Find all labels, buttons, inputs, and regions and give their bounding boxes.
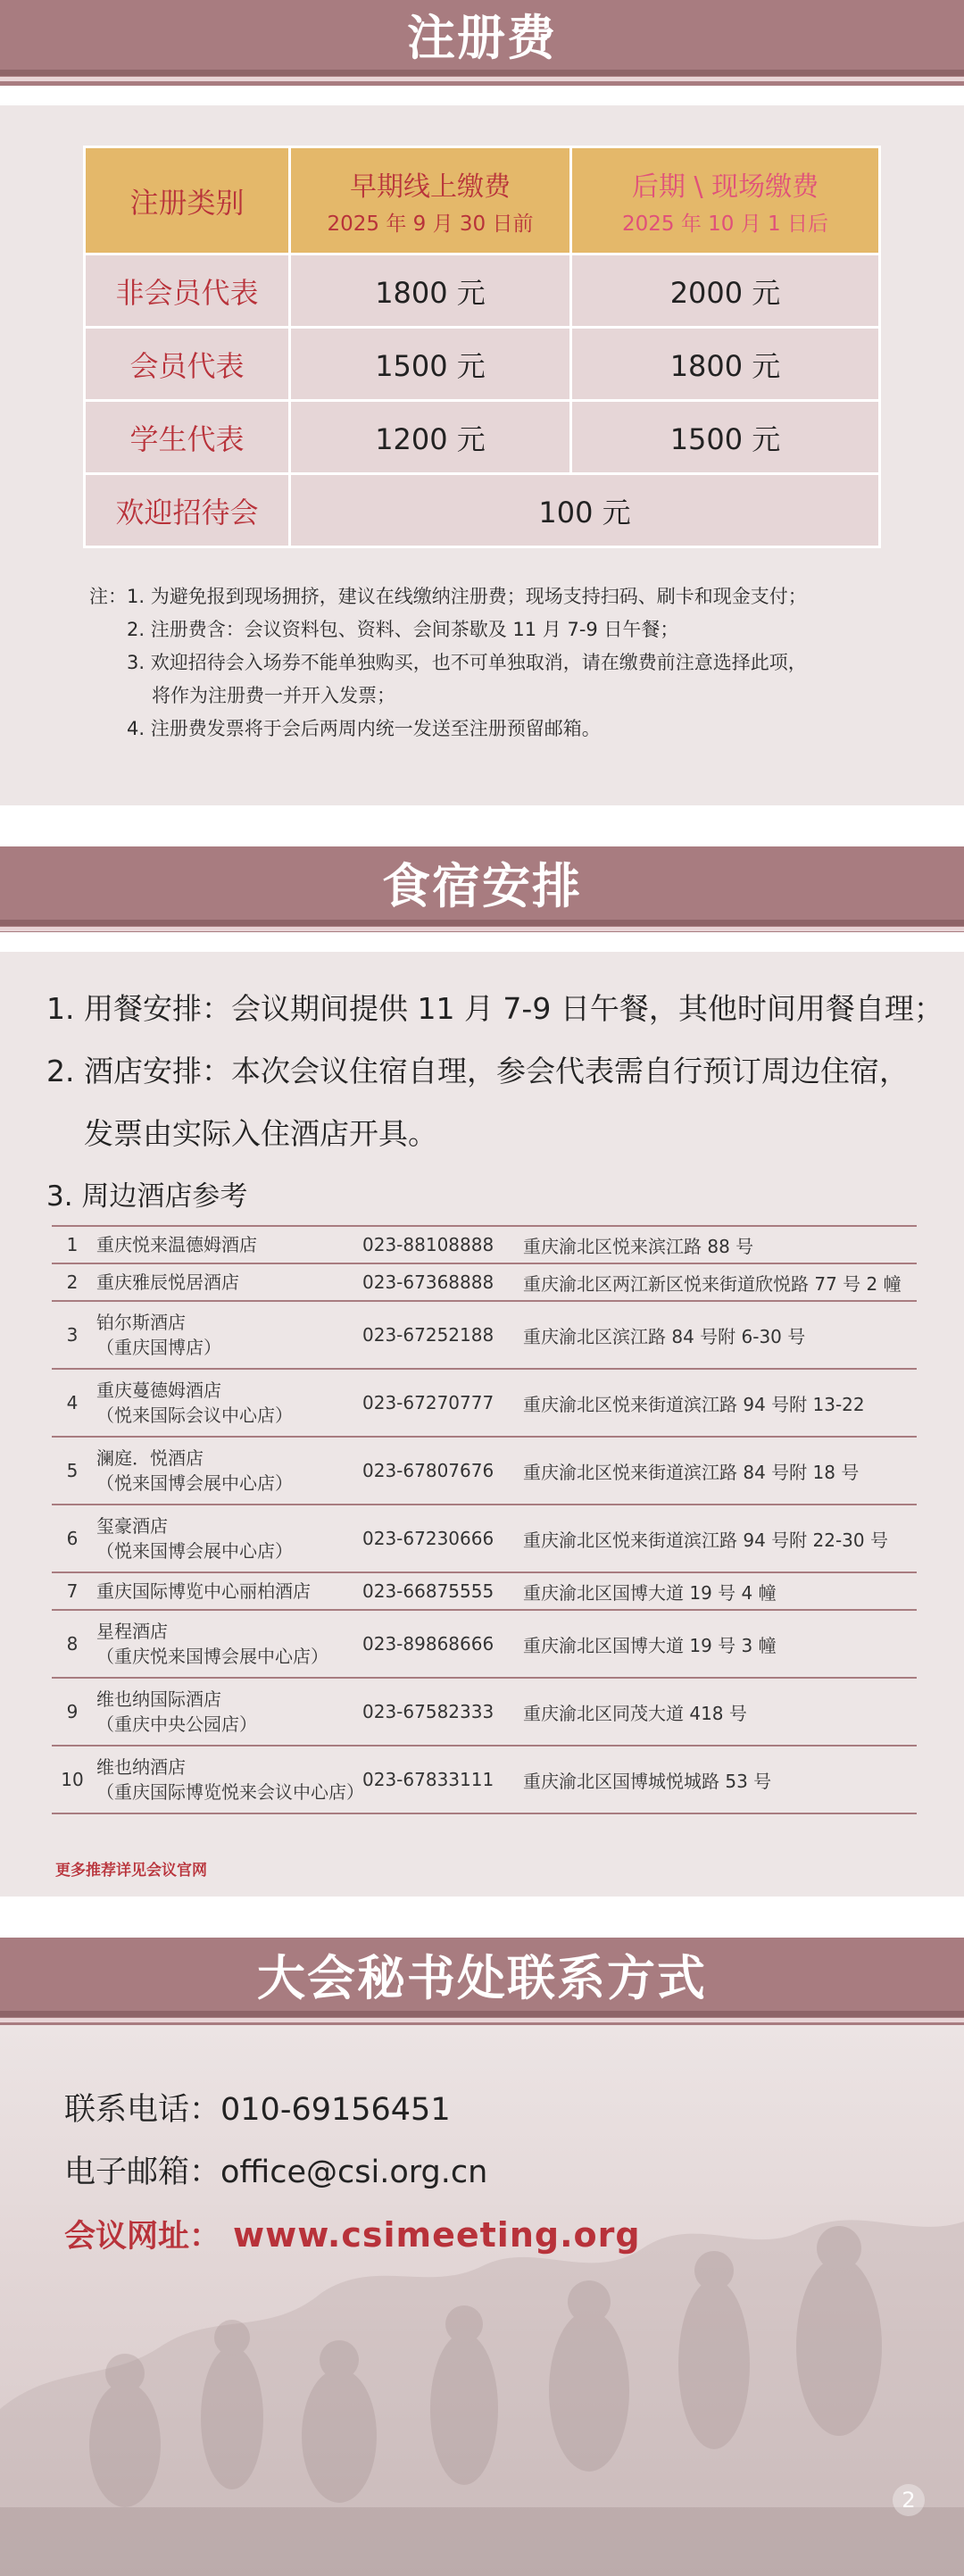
header-divider	[0, 77, 964, 81]
registration-fee-table	[83, 146, 881, 548]
hotel-row	[52, 1505, 917, 1572]
hotel-name-cell	[93, 1263, 359, 1301]
header-late-label: 后期 \ 现场缴费	[631, 171, 819, 203]
fee-early: 1500 元	[290, 328, 571, 401]
hotel-phone: 023-66875555	[359, 1572, 519, 1610]
fee-row	[85, 401, 880, 474]
hotel-address: 重庆渝北区同茂大道 418 号	[519, 1678, 917, 1746]
hotel-address: 重庆渝北区悦来街道滨江路 84 号附 18 号	[519, 1437, 917, 1505]
registration-title: 注册费	[407, 10, 557, 66]
hotel-phone: 023-67807676	[359, 1437, 519, 1505]
hotel-branch: （重庆国际博览悦来会议中心店）	[96, 1781, 364, 1803]
hotel-name: 重庆蔓德姆酒店	[96, 1380, 221, 1401]
hotel-name: 维也纳国际酒店	[96, 1688, 221, 1710]
hotel-number: 4	[52, 1369, 93, 1437]
header-divider	[0, 70, 964, 76]
contact-title: 大会秘书处联系方式	[257, 1950, 707, 2006]
hotel-name: 重庆国际博览中心丽柏酒店	[96, 1580, 311, 1602]
hotel-name-cell	[93, 1437, 359, 1505]
hotel-row	[52, 1369, 917, 1437]
hotel-branch: （悦来国际会议中心店）	[96, 1405, 293, 1426]
hotel-address: 重庆渝北区国博大道 19 号 3 幢	[519, 1610, 917, 1678]
hotel-phone: 023-67230666	[359, 1505, 519, 1572]
hotel-number: 3	[52, 1301, 93, 1369]
header-late-date: 2025 年 10 月 1 日后	[622, 213, 828, 236]
hotel-name-cell	[93, 1226, 359, 1263]
hotel-number: 1	[52, 1226, 93, 1263]
hotel-row	[52, 1301, 917, 1369]
header-divider	[0, 2018, 964, 2022]
header-early	[290, 147, 571, 254]
hotel-name: 重庆雅辰悦居酒店	[96, 1271, 239, 1293]
note-line: 注：1. 为避免报到现场拥挤，建议在线缴纳注册费；现场支持扫码、刷卡和现金支付；	[89, 586, 807, 607]
hotel-number: 5	[52, 1437, 93, 1505]
hotel-branch: （重庆中央公园店）	[96, 1713, 257, 1735]
hotel-number: 9	[52, 1678, 93, 1746]
header-divider	[0, 2011, 964, 2017]
hotel-reference-title: 3. 周边酒店参考	[46, 1180, 248, 1213]
fee-row	[85, 254, 880, 328]
email-label: 电子邮箱：	[64, 2155, 221, 2190]
hotel-number: 7	[52, 1572, 93, 1610]
hotel-number: 10	[52, 1746, 93, 1813]
food-header	[0, 846, 964, 932]
hotel-address: 重庆渝北区悦来街道滨江路 94 号附 22-30 号	[519, 1505, 917, 1572]
page-number: 2	[893, 2484, 925, 2516]
website-link[interactable]: www.csimeeting.org	[233, 2215, 641, 2255]
fee-category: 非会员代表	[85, 254, 290, 328]
fee-late: 1800 元	[571, 328, 880, 401]
hotel-row	[52, 1678, 917, 1746]
hotel-row	[52, 1263, 917, 1301]
header-late	[571, 147, 880, 254]
note-line: 2. 注册费含：会议资料包、资料、会间茶歇及 11 月 7-9 日午餐；	[127, 619, 679, 640]
hotel-address: 重庆渝北区国博大道 19 号 4 幢	[519, 1572, 917, 1610]
note-line: 将作为注册费一并开入发票；	[152, 685, 395, 706]
website-label: 会议网址：	[64, 2219, 221, 2255]
hotel-address: 重庆渝北区悦来街道滨江路 94 号附 13-22	[519, 1369, 917, 1437]
hotel-name-cell	[93, 1678, 359, 1746]
food-lines	[46, 978, 943, 1228]
hotel-row	[52, 1746, 917, 1813]
hotel-name: 玺豪酒店	[96, 1515, 168, 1537]
hotel-row	[52, 1610, 917, 1678]
phone-label: 联系电话：	[64, 2092, 221, 2128]
hotel-phone: 023-67270777	[359, 1369, 519, 1437]
contact-header	[0, 1938, 964, 2025]
phone-value[interactable]: 010-69156451	[220, 2092, 451, 2128]
note-line: 3. 欢迎招待会入场券不能单独购买，也不可单独取消，请在缴费前注意选择此项，	[127, 652, 807, 673]
hotel-branch: （悦来国博会展中心店）	[96, 1540, 293, 1562]
hotel-phone: 023-89868666	[359, 1610, 519, 1678]
header-divider	[0, 927, 964, 931]
fee-late: 2000 元	[571, 254, 880, 328]
hotel-number: 6	[52, 1505, 93, 1572]
header-category: 注册类别	[85, 147, 290, 254]
hotel-address: 重庆渝北区悦来滨江路 88 号	[519, 1226, 917, 1263]
hotel-phone: 023-67582333	[359, 1678, 519, 1746]
fee-early: 1200 元	[290, 401, 571, 474]
contact-phone	[64, 2085, 451, 2130]
hotel-branch: （重庆国博店）	[96, 1337, 221, 1358]
hotel-address: 重庆渝北区国博城悦城路 53 号	[519, 1746, 917, 1813]
hotel-name-cell	[93, 1505, 359, 1572]
hotel-name-cell	[93, 1301, 359, 1369]
hotel-branch: （重庆悦来国博会展中心店）	[96, 1646, 328, 1667]
fee-row	[85, 328, 880, 401]
fee-category: 欢迎招待会	[85, 474, 290, 547]
hotel-name: 维也纳酒店	[96, 1756, 186, 1778]
hotel-name: 星程酒店	[96, 1621, 168, 1642]
hotel-name: 重庆悦来温德姆酒店	[96, 1234, 257, 1255]
hotel-row	[52, 1572, 917, 1610]
hotel-arrangement: 2. 酒店安排：本次会议住宿自理，参会代表需自行预订周边住宿，	[46, 1054, 909, 1088]
header-early-date: 2025 年 9 月 30 日前	[327, 213, 534, 236]
hotel-address: 重庆渝北区滨江路 84 号附 6-30 号	[519, 1301, 917, 1369]
hotel-name-cell	[93, 1610, 359, 1678]
hotel-phone: 023-67833111	[359, 1746, 519, 1813]
header-early-label: 早期线上缴费	[350, 171, 511, 203]
registration-notes	[89, 580, 893, 746]
fee-category: 会员代表	[85, 328, 290, 401]
hotel-arrangement-cont: 发票由实际入住酒店开具。	[84, 1116, 437, 1151]
header-divider	[0, 920, 964, 926]
hotel-name-cell	[93, 1369, 359, 1437]
note-line: 4. 注册费发票将于会后两周内统一发送至注册预留邮箱。	[127, 718, 601, 739]
fee-category: 学生代表	[85, 401, 290, 474]
more-recommendations: 更多推荐详见会议官网	[55, 1862, 207, 1880]
hotel-name-cell	[93, 1746, 364, 1813]
hotel-phone: 023-88108888	[359, 1226, 519, 1263]
fee-table-header	[85, 147, 880, 254]
hotel-address: 重庆渝北区两江新区悦来街道欣悦路 77 号 2 幢	[519, 1263, 917, 1301]
meal-arrangement: 1. 用餐安排：会议期间提供 11 月 7-9 日午餐，其他时间用餐自理；	[46, 991, 943, 1026]
hotel-phone: 023-67368888	[359, 1263, 519, 1301]
hotel-name: 铂尔斯酒店	[96, 1312, 186, 1333]
registration-header	[0, 0, 964, 86]
hotel-number: 8	[52, 1610, 93, 1678]
food-title: 食宿安排	[382, 858, 582, 914]
hotel-row	[52, 1226, 917, 1263]
hotel-branch: （悦来国博会展中心店）	[96, 1472, 293, 1494]
fee-late: 1500 元	[571, 401, 880, 474]
hotel-row	[52, 1437, 917, 1505]
fee-row-reception	[85, 474, 880, 547]
hotel-phone: 023-67252188	[359, 1301, 519, 1369]
hotel-name-cell	[93, 1572, 359, 1610]
email-value[interactable]: office@csi.org.cn	[220, 2155, 488, 2190]
fee-early: 1800 元	[290, 254, 571, 328]
fee-reception: 100 元	[290, 474, 880, 547]
hotel-number: 2	[52, 1263, 93, 1301]
contact-email	[64, 2147, 487, 2192]
hotel-table	[52, 1225, 917, 1814]
contact-website	[64, 2212, 641, 2256]
hotel-name: 澜庭．悦酒店	[96, 1447, 204, 1469]
